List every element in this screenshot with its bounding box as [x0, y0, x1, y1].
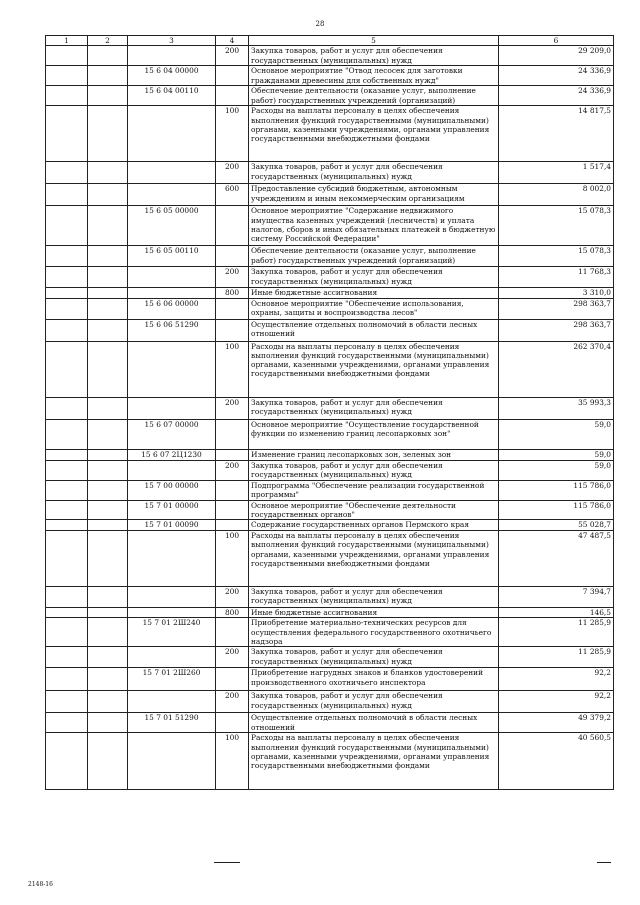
cell-target-code: [128, 531, 216, 587]
table-row: [46, 106, 614, 162]
cell-description: Обеспечение деятельности (оказание услуг, выполнение работ) государственных учреждений (организаций): [249, 86, 499, 106]
column-header: 1: [46, 36, 88, 46]
cell-col2: [88, 184, 128, 206]
cell-description: Осуществление отдельных полномочий в области лесных отношений: [249, 713, 499, 733]
cell-description: Расходы на выплаты персоналу в целях обеспечения выполнения функций государственными (муниципальными) органами, казенными учреждениями, органами управления государственными внебюджетными фондами: [249, 106, 499, 162]
cell-col2: [88, 288, 128, 298]
cell-col2: [88, 460, 128, 480]
cell-target-code: 15 6 04 00000: [128, 66, 216, 86]
cell-col1: [46, 587, 88, 608]
cell-amount: 11 285,9: [499, 618, 614, 647]
cell-target-code: 15 6 05 00000: [128, 206, 216, 246]
cell-col1: [46, 86, 88, 106]
cell-target-code: [128, 587, 216, 608]
cell-target-code: [128, 106, 216, 162]
cell-amount: 15 078,3: [499, 206, 614, 246]
cell-col1: [46, 733, 88, 790]
table-body: [46, 46, 614, 790]
cell-description: Закупка товаров, работ и услуг для обеспечения государственных (муниципальных) нужд: [249, 397, 499, 419]
cell-description: Подпрограмма "Обеспечение реализации государственной программы": [249, 480, 499, 500]
table-row: [46, 397, 614, 419]
cell-expense-type: [216, 419, 249, 449]
document-code: 2148-16: [28, 881, 53, 888]
cell-amount: 24 336,9: [499, 86, 614, 106]
cell-amount: 115 786,0: [499, 480, 614, 500]
cell-description: Основное мероприятие "Отвод лесосек для заготовки гражданами древесины для собственных нужд": [249, 66, 499, 86]
table-row: [46, 267, 614, 288]
corner-mark: [597, 862, 611, 863]
cell-col1: [46, 341, 88, 397]
cell-col1: [46, 419, 88, 449]
cell-target-code: [128, 288, 216, 298]
cell-description: Закупка товаров, работ и услуг для обеспечения государственных (муниципальных) нужд: [249, 587, 499, 608]
cell-expense-type: [216, 713, 249, 733]
cell-expense-type: [216, 500, 249, 520]
cell-expense-type: 200: [216, 267, 249, 288]
cell-amount: 298 363,7: [499, 298, 614, 319]
cell-col2: [88, 341, 128, 397]
cell-expense-type: 200: [216, 691, 249, 713]
cell-col1: [46, 319, 88, 341]
cell-description: Основное мероприятие "Содержание недвижимого имущества казенных учреждений (лесничеств) и уплата налогов, сборов и иных обязательных платежей в бюджетную систему Российской Федерации": [249, 206, 499, 246]
cell-col1: [46, 206, 88, 246]
cell-target-code: 15 7 01 2Ш240: [128, 618, 216, 647]
cell-description: Предоставление субсидий бюджетным, автономным учреждениям и иным некоммерческим организациям: [249, 184, 499, 206]
cell-expense-type: 100: [216, 106, 249, 162]
column-header: 5: [249, 36, 499, 46]
cell-target-code: 15 6 06 00000: [128, 298, 216, 319]
cell-col1: [46, 713, 88, 733]
cell-col2: [88, 449, 128, 460]
cell-col2: [88, 397, 128, 419]
cell-col2: [88, 500, 128, 520]
cell-description: Обеспечение деятельности (оказание услуг, выполнение работ) государственных учреждений (организаций): [249, 246, 499, 267]
cell-description: Изменение границ лесопарковых зон, зеленых зон: [249, 449, 499, 460]
table-row: [46, 66, 614, 86]
cell-target-code: [128, 733, 216, 790]
cell-amount: 49 379,2: [499, 713, 614, 733]
cell-expense-type: [216, 668, 249, 691]
table-row: [46, 184, 614, 206]
cell-expense-type: [216, 298, 249, 319]
column-header: 2: [88, 36, 128, 46]
cell-description: Закупка товаров, работ и услуг для обеспечения государственных (муниципальных) нужд: [249, 46, 499, 66]
table-row: [46, 733, 614, 790]
cell-col2: [88, 713, 128, 733]
cell-amount: 115 786,0: [499, 500, 614, 520]
cell-amount: 14 817,5: [499, 106, 614, 162]
cell-expense-type: [216, 480, 249, 500]
cell-expense-type: [216, 86, 249, 106]
cell-description: Основное мероприятие "Обеспечение деятельности государственных органов": [249, 500, 499, 520]
cell-amount: 59,0: [499, 419, 614, 449]
cell-target-code: 15 6 07 2Ц1230: [128, 449, 216, 460]
cell-col2: [88, 106, 128, 162]
cell-expense-type: 200: [216, 397, 249, 419]
budget-table: [45, 35, 614, 790]
cell-description: Основное мероприятие "Обеспечение использования, охраны, защиты и воспроизводства лесов": [249, 298, 499, 319]
cell-col1: [46, 46, 88, 66]
pen-mark: [214, 862, 240, 863]
cell-col2: [88, 66, 128, 86]
cell-amount: 59,0: [499, 460, 614, 480]
cell-col1: [46, 531, 88, 587]
table-row: [46, 668, 614, 691]
cell-target-code: 15 6 06 51290: [128, 319, 216, 341]
cell-amount: 92,2: [499, 691, 614, 713]
cell-col1: [46, 449, 88, 460]
page-number: 28: [315, 20, 325, 28]
cell-amount: 11 285,9: [499, 647, 614, 668]
table-row: [46, 246, 614, 267]
cell-col1: [46, 691, 88, 713]
cell-expense-type: 600: [216, 184, 249, 206]
table-row: [46, 460, 614, 480]
cell-amount: 8 002,0: [499, 184, 614, 206]
cell-amount: 146,5: [499, 608, 614, 618]
cell-expense-type: 200: [216, 46, 249, 66]
cell-col2: [88, 647, 128, 668]
cell-col2: [88, 246, 128, 267]
cell-description: Иные бюджетные ассигнования: [249, 288, 499, 298]
table-row: [46, 608, 614, 618]
table-row: [46, 298, 614, 319]
cell-target-code: [128, 46, 216, 66]
cell-col1: [46, 460, 88, 480]
cell-col2: [88, 520, 128, 531]
table-row: [46, 341, 614, 397]
cell-col1: [46, 184, 88, 206]
cell-amount: 24 336,9: [499, 66, 614, 86]
cell-description: Расходы на выплаты персоналу в целях обеспечения выполнения функций государственными (муниципальными) органами, казенными учреждениями, органами управления государственными внебюджетными фондами: [249, 531, 499, 587]
cell-col2: [88, 319, 128, 341]
cell-col2: [88, 691, 128, 713]
cell-col2: [88, 86, 128, 106]
cell-amount: 47 487,5: [499, 531, 614, 587]
cell-col2: [88, 298, 128, 319]
cell-col1: [46, 267, 88, 288]
cell-target-code: 15 7 00 00000: [128, 480, 216, 500]
cell-col1: [46, 246, 88, 267]
cell-expense-type: 200: [216, 647, 249, 668]
cell-col1: [46, 162, 88, 184]
cell-description: Приобретение нагрудных знаков и бланков удостоверений производственного охотничьего инспектора: [249, 668, 499, 691]
cell-col2: [88, 480, 128, 500]
cell-description: Расходы на выплаты персоналу в целях обеспечения выполнения функций государственными (муниципальными) органами, казенными учреждениями, органами управления государственными внебюджетными фондами: [249, 341, 499, 397]
cell-description: Расходы на выплаты персоналу в целях обеспечения выполнения функций государственными (муниципальными) органами, казенными учреждениями, органами управления государственными внебюджетными фондами: [249, 733, 499, 790]
cell-amount: 11 768,3: [499, 267, 614, 288]
cell-amount: 92,2: [499, 668, 614, 691]
column-header: 6: [499, 36, 614, 46]
cell-target-code: 15 7 01 51290: [128, 713, 216, 733]
cell-col2: [88, 618, 128, 647]
table-row: [46, 691, 614, 713]
cell-amount: 55 028,7: [499, 520, 614, 531]
cell-amount: 262 370,4: [499, 341, 614, 397]
cell-target-code: [128, 341, 216, 397]
cell-col1: [46, 66, 88, 86]
table-header-row: [46, 36, 614, 46]
cell-col1: [46, 618, 88, 647]
cell-target-code: [128, 267, 216, 288]
cell-description: Закупка товаров, работ и услуг для обеспечения государственных (муниципальных) нужд: [249, 647, 499, 668]
column-header: 3: [128, 36, 216, 46]
table-row: [46, 319, 614, 341]
cell-amount: 15 078,3: [499, 246, 614, 267]
cell-col2: [88, 531, 128, 587]
table-row: [46, 419, 614, 449]
cell-amount: 29 209,0: [499, 46, 614, 66]
cell-target-code: [128, 460, 216, 480]
cell-description: Закупка товаров, работ и услуг для обеспечения государственных (муниципальных) нужд: [249, 267, 499, 288]
table-row: [46, 288, 614, 298]
cell-description: Приобретение материально-технических ресурсов для осуществления федерального государственного охотничьего надзора: [249, 618, 499, 647]
cell-target-code: [128, 608, 216, 618]
cell-amount: 7 394,7: [499, 587, 614, 608]
table-row: [46, 86, 614, 106]
cell-expense-type: 100: [216, 531, 249, 587]
cell-amount: 1 517,4: [499, 162, 614, 184]
cell-target-code: 15 6 04 00110: [128, 86, 216, 106]
cell-target-code: 15 7 01 00090: [128, 520, 216, 531]
cell-target-code: 15 7 01 00000: [128, 500, 216, 520]
cell-expense-type: [216, 520, 249, 531]
cell-description: Содержание государственных органов Пермского края: [249, 520, 499, 531]
cell-expense-type: 200: [216, 162, 249, 184]
cell-col1: [46, 106, 88, 162]
cell-expense-type: 200: [216, 460, 249, 480]
cell-amount: 40 560,5: [499, 733, 614, 790]
cell-amount: 35 993,3: [499, 397, 614, 419]
cell-col1: [46, 480, 88, 500]
table-row: [46, 500, 614, 520]
cell-col1: [46, 647, 88, 668]
cell-target-code: 15 6 07 00000: [128, 419, 216, 449]
cell-amount: 298 363,7: [499, 319, 614, 341]
cell-amount: 59,0: [499, 449, 614, 460]
cell-col2: [88, 419, 128, 449]
column-header: 4: [216, 36, 249, 46]
cell-expense-type: [216, 246, 249, 267]
cell-col1: [46, 668, 88, 691]
cell-col2: [88, 46, 128, 66]
cell-col1: [46, 288, 88, 298]
cell-expense-type: [216, 449, 249, 460]
table-row: [46, 647, 614, 668]
cell-col2: [88, 162, 128, 184]
table-row: [46, 206, 614, 246]
cell-target-code: [128, 397, 216, 419]
table-row: [46, 480, 614, 500]
cell-col2: [88, 267, 128, 288]
cell-target-code: [128, 691, 216, 713]
cell-description: Основное мероприятие "Осуществление государственной функции по изменению границ лесопарковых зон": [249, 419, 499, 449]
cell-col1: [46, 397, 88, 419]
cell-expense-type: [216, 319, 249, 341]
cell-target-code: 15 6 05 00110: [128, 246, 216, 267]
cell-col1: [46, 298, 88, 319]
cell-description: Закупка товаров, работ и услуг для обеспечения государственных (муниципальных) нужд: [249, 162, 499, 184]
cell-expense-type: [216, 206, 249, 246]
cell-target-code: [128, 184, 216, 206]
cell-expense-type: 200: [216, 587, 249, 608]
cell-description: Закупка товаров, работ и услуг для обеспечения государственных (муниципальных) нужд: [249, 691, 499, 713]
cell-expense-type: 100: [216, 341, 249, 397]
table-row: [46, 587, 614, 608]
cell-description: Закупка товаров, работ и услуг для обеспечения государственных (муниципальных) нужд: [249, 460, 499, 480]
cell-expense-type: 800: [216, 608, 249, 618]
table-row: [46, 46, 614, 66]
cell-target-code: [128, 162, 216, 184]
cell-expense-type: [216, 618, 249, 647]
cell-col2: [88, 206, 128, 246]
table-row: [46, 531, 614, 587]
cell-amount: 3 310,0: [499, 288, 614, 298]
cell-col1: [46, 520, 88, 531]
table-row: [46, 520, 614, 531]
table-row: [46, 162, 614, 184]
cell-col2: [88, 608, 128, 618]
cell-description: Осуществление отдельных полномочий в области лесных отношений: [249, 319, 499, 341]
cell-expense-type: 100: [216, 733, 249, 790]
table-row: [46, 449, 614, 460]
cell-col1: [46, 500, 88, 520]
table-row: [46, 713, 614, 733]
cell-expense-type: [216, 66, 249, 86]
cell-description: Иные бюджетные ассигнования: [249, 608, 499, 618]
cell-col2: [88, 733, 128, 790]
cell-col1: [46, 608, 88, 618]
cell-target-code: 15 7 01 2Ш260: [128, 668, 216, 691]
cell-col2: [88, 668, 128, 691]
cell-target-code: [128, 647, 216, 668]
table-row: [46, 618, 614, 647]
cell-expense-type: 800: [216, 288, 249, 298]
cell-col2: [88, 587, 128, 608]
